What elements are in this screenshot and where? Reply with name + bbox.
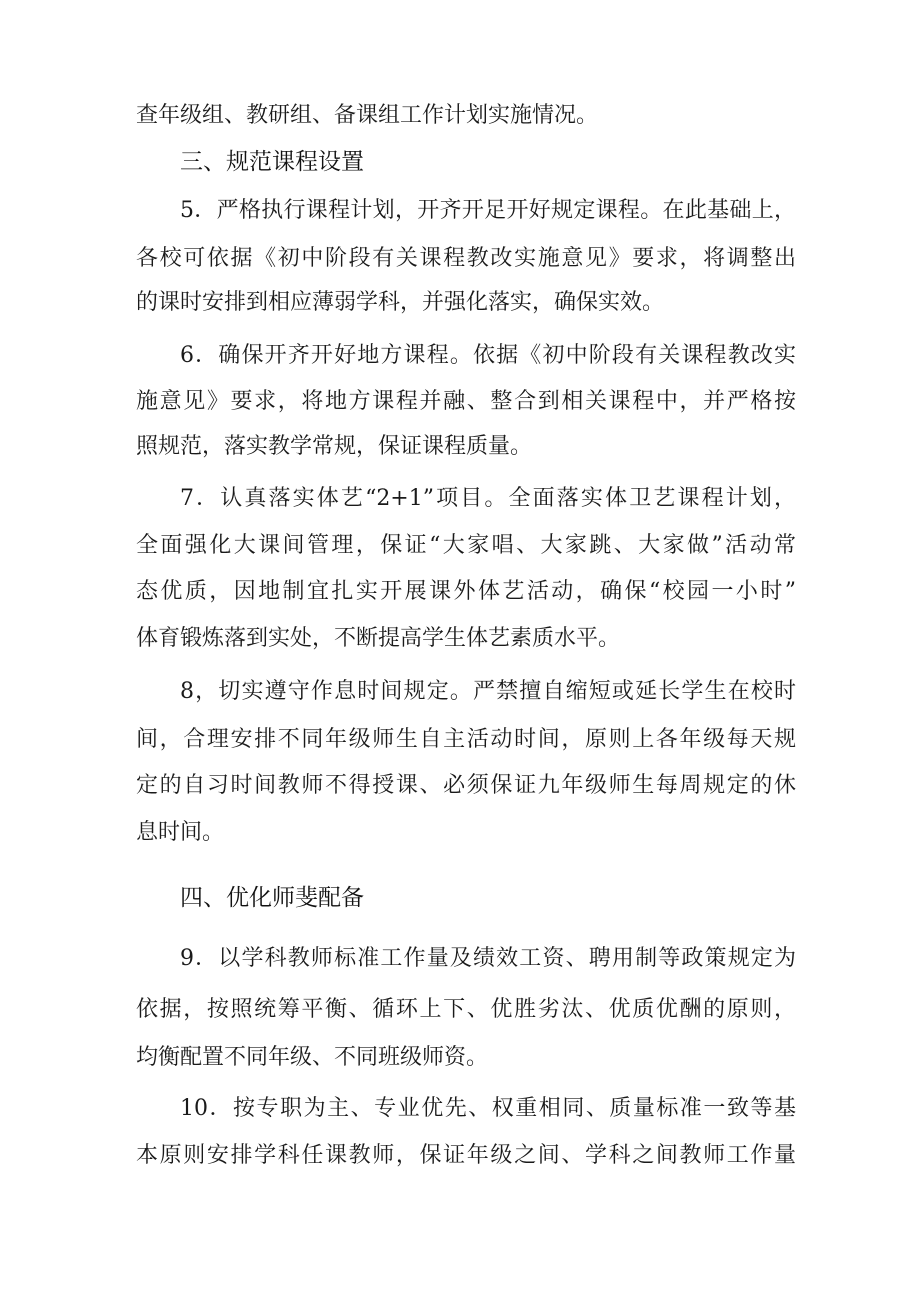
item-8-line-1: 8，切实遵守作息时间规定。严禁擅自缩短或延长学生在校时 xyxy=(180,679,796,704)
item-7-line-4: 体育锻炼落到实处，不断提高学生体艺素质水平。 xyxy=(136,626,621,651)
continuation-line: 查年级组、教研组、备课组工作计划实施情况。 xyxy=(136,103,599,128)
item-6-line-2: 施意见》要求，将地方课程并融、整合到相关课程中，并严格按 xyxy=(136,389,796,414)
item-8-line-2: 间，合理安排不同年级师生自主活动时间，原则上各年级每天规 xyxy=(136,727,796,752)
item-5-line-2: 各校可依据《初中阶段有关课程教改实施意见》要求，将调整出 xyxy=(136,246,796,271)
item-10-line-2: 本原则安排学科任课教师，保证年级之间、学科之间教师工作量 xyxy=(136,1143,796,1168)
section-heading-3: 三、规范课程设置 xyxy=(180,149,364,175)
item-9-line-1: 9．以学科教师标准工作量及绩效工资、聘用制等政策规定为 xyxy=(180,946,796,971)
section-heading-4: 四、优化师斐配备 xyxy=(180,885,364,911)
item-7-line-3: 态优质，因地制宜扎实开展课外体艺活动，确保“校园一小时” xyxy=(136,579,796,604)
item-7-line-2: 全面强化大课间管理，保证“大家唱、大家跳、大家做”活动常 xyxy=(136,533,796,558)
item-9-line-2: 依据，按照统筹平衡、循环上下、优胜劣汰、优质优酬的原则， xyxy=(136,997,796,1022)
item-8-line-3: 定的自习时间教师不得授课、必须保证九年级师生每周规定的休 xyxy=(136,773,796,798)
item-8-line-4: 息时间。 xyxy=(136,820,225,845)
item-5-line-1: 5．严格执行课程计划，开齐开足开好规定课程。在此基础上， xyxy=(180,198,796,223)
item-10-line-1: 10．按专职为主、专业优先、权重相同、质量标准一致等基 xyxy=(180,1096,796,1121)
item-9-line-3: 均衡配置不同年级、不同班级师资。 xyxy=(136,1045,489,1070)
item-6-line-1: 6．确保开齐开好地方课程。依据《初中阶段有关课程教改实 xyxy=(180,343,796,368)
item-7-line-1: 7．认真落实体艺“2+1”项目。全面落实体卫艺课程计划， xyxy=(180,486,796,511)
item-5-line-3: 的课时安排到相应薄弱学科，并强化落实，确保实效。 xyxy=(136,290,665,315)
item-6-line-3: 照规范，落实教学常规，保证课程质量。 xyxy=(136,434,533,459)
